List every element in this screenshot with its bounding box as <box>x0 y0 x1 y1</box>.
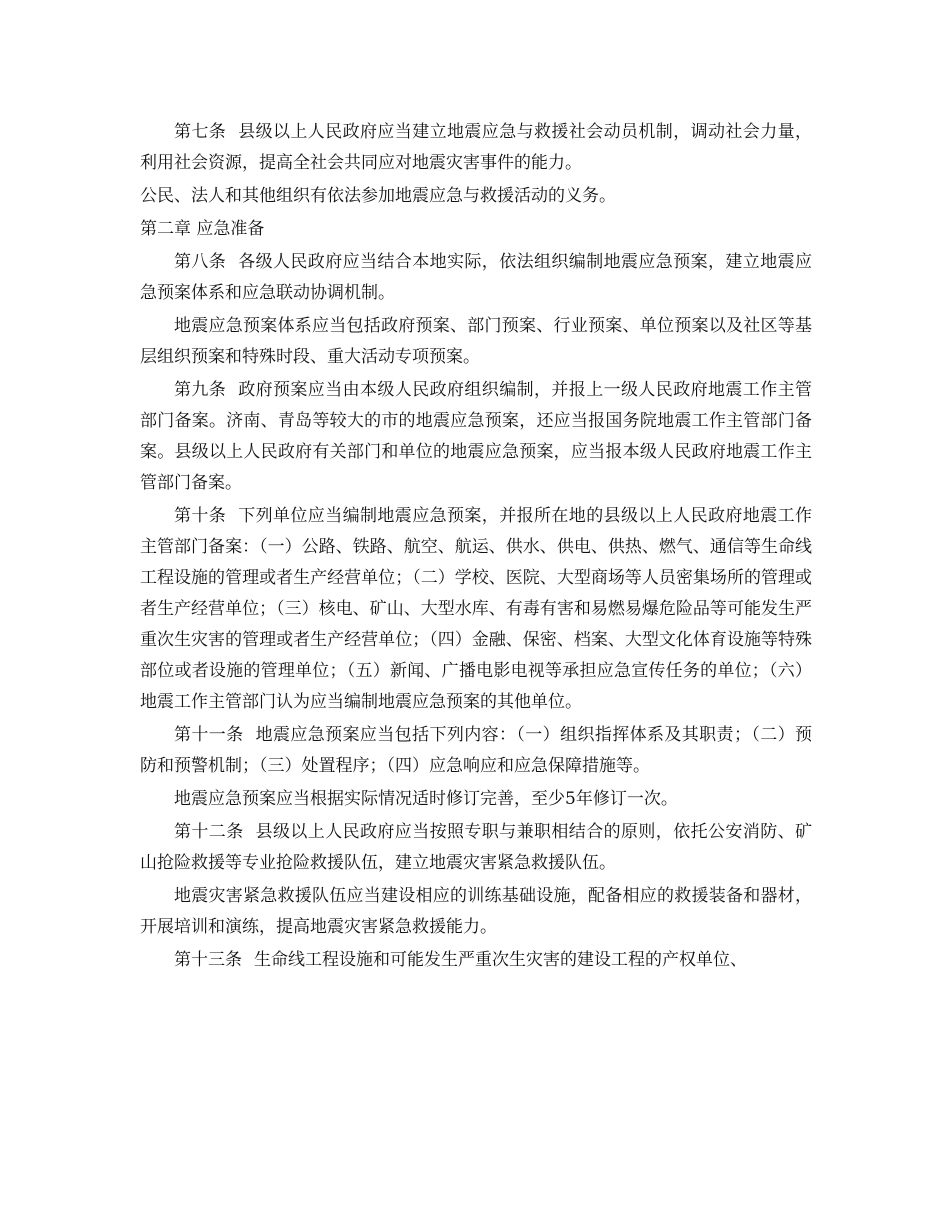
article-10 <box>140 501 812 718</box>
paragraph-text: 地震灾害紧急救援队伍应当建设相应的训练基础设施，配备相应的救援装备和器材，开展培训和演练，提高地震灾害紧急救援能力。 <box>140 886 812 937</box>
article-number: 第九条 <box>174 380 227 400</box>
article-text: 地震应急预案应当包括下列内容：（一）组织指挥体系及其职责；（二）预防和预警机制；（三）处置程序；（四）应急响应和应急保障措施等。 <box>140 725 813 776</box>
article-number: 第十二条 <box>174 822 244 842</box>
document-page <box>140 117 812 978</box>
article-number: 第十三条 <box>174 950 242 970</box>
paragraph-text: 地震应急预案应当根据实际情况适时修订完善，至少5年修订一次。 <box>174 789 678 809</box>
paragraph <box>140 181 812 212</box>
article-text: 县级以上人民政府应当按照专职与兼职相结合的原则，依托公安消防、矿山抢险救援等专业抢险救援队伍，建立地震灾害紧急救援队伍。 <box>140 822 813 873</box>
chapter-heading <box>140 214 812 245</box>
article-8 <box>140 247 812 309</box>
paragraph-text: 公民、法人和其他组织有依法参加地震应急与救援活动的义务。 <box>140 186 616 206</box>
article-13 <box>140 945 812 976</box>
article-text: 县级以上人民政府应当建立地震应急与救援社会动员机制，调动社会力量，利用社会资源，提高全社会共同应对地震灾害事件的能力。 <box>140 122 813 173</box>
article-number: 第十条 <box>174 506 227 526</box>
article-text: 政府预案应当由本级人民政府组织编制，并报上一级人民政府地震工作主管部门备案。济南、青岛等较大的市的地震应急预案，还应当报国务院地震工作主管部门备案。县级以上人民政府有关部门和单位的地震应急预案，应当报本级人民政府地震工作主管部门备案。 <box>140 380 813 493</box>
article-text: 各级人民政府应当结合本地实际，依法组织编制地震应急预案，建立地震应急预案体系和应急联动协调机制。 <box>140 252 813 303</box>
article-12 <box>140 817 812 879</box>
article-text: 生命线工程设施和可能发生严重次生灾害的建设工程的产权单位、 <box>254 950 747 970</box>
article-number: 第十一条 <box>174 725 244 745</box>
article-11 <box>140 720 812 782</box>
article-7 <box>140 117 812 179</box>
chapter-title: 第二章 应急准备 <box>140 219 265 239</box>
article-number: 第七条 <box>174 122 227 142</box>
paragraph <box>140 311 812 373</box>
paragraph-text: 地震应急预案体系应当包括政府预案、部门预案、行业预案、单位预案以及社区等基层组织预案和特殊时段、重大活动专项预案。 <box>140 316 812 367</box>
paragraph <box>140 881 812 943</box>
paragraph <box>140 784 812 815</box>
article-9 <box>140 375 812 499</box>
article-text: 下列单位应当编制地震应急预案，并报所在地的县级以上人民政府地震工作主管部门备案：（一）公路、铁路、航空、航运、供水、供电、供热、燃气、通信等生命线工程设施的管理或者生产经营单位；（二）学校、医院、大型商场等人员密集场所的管理或者生产经营单位；（三）核电、矿山、大型水库、有毒有害和易燃易爆危险品等可能发生严重次生灾害的管理或者生产经营单位；（四）金融、保密、档案、大型文化体育设施等特殊部位或者设施的管理单位；（五）新闻、广播电影电视等承担应急宣传任务的单位；（六）地震工作主管部门认为应当编制地震应急预案的其他单位。 <box>140 506 813 712</box>
article-number: 第八条 <box>174 252 227 272</box>
